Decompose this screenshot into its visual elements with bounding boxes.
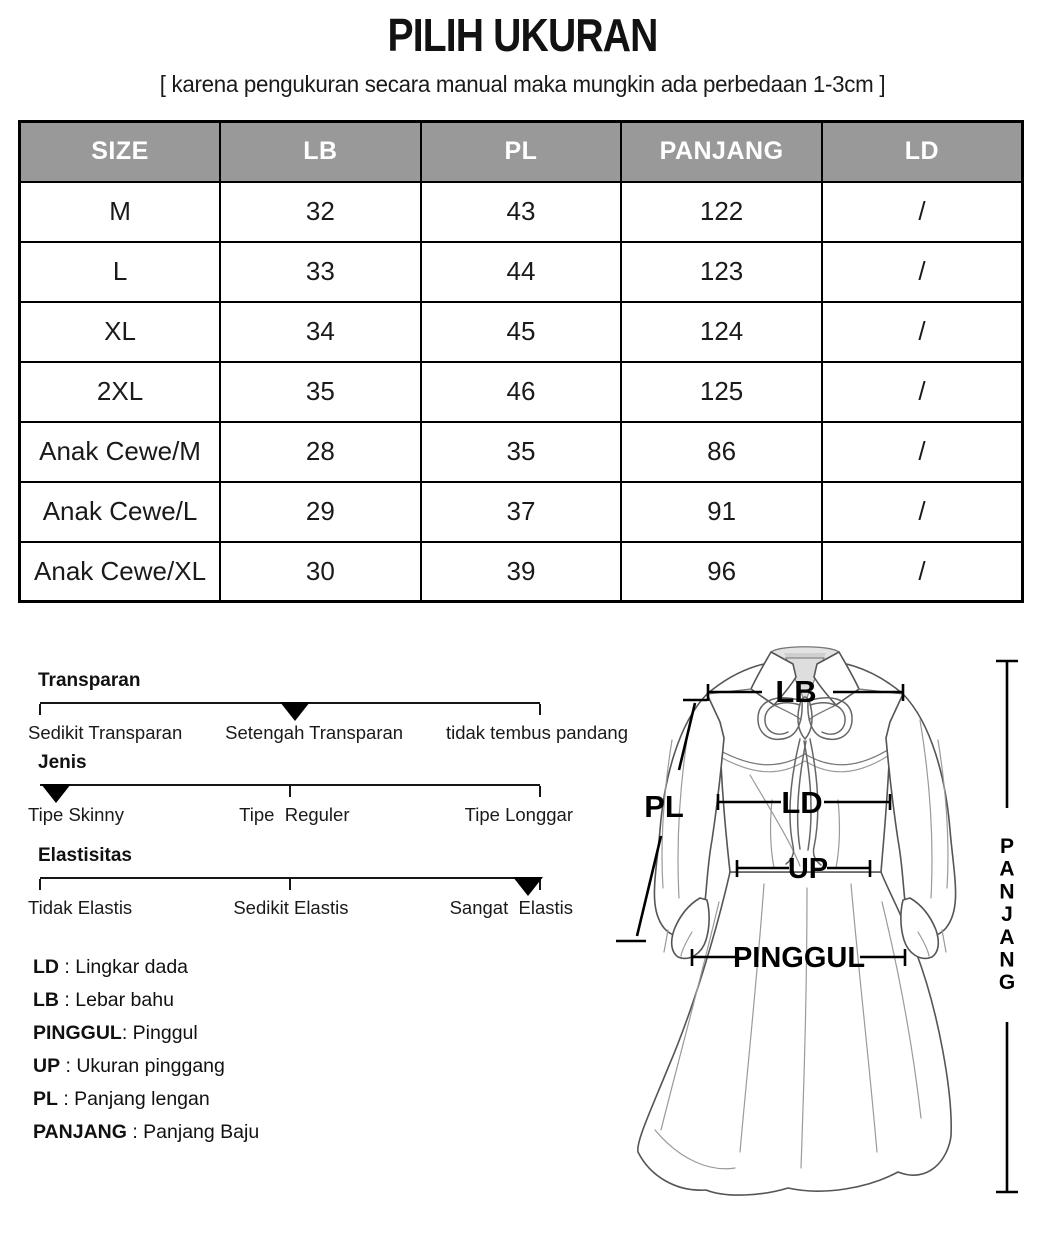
- pl-label: PL: [644, 789, 684, 824]
- column-header: SIZE: [20, 122, 221, 182]
- panjang-label: [999, 835, 1015, 994]
- value-cell: 34: [220, 302, 421, 362]
- up-label: UP: [787, 853, 829, 885]
- table-row: [20, 422, 1023, 482]
- value-cell: 125: [621, 362, 822, 422]
- slider-option-label: tidak tembus pandang: [445, 722, 628, 743]
- value-cell: /: [822, 422, 1023, 482]
- size-cell: XL: [20, 302, 221, 362]
- slider-elastisitas: [28, 845, 648, 925]
- legend-item: [33, 1117, 259, 1150]
- legend-abbr: PINGGUL: [33, 1022, 122, 1044]
- size-cell: Anak Cewe/M: [20, 422, 221, 482]
- panjang-letter: P: [999, 835, 1015, 858]
- slider-jenis: [28, 752, 648, 832]
- slider-title: Jenis: [38, 752, 87, 773]
- panjang-letter: N: [999, 948, 1015, 972]
- pinggul-label: PINGGUL: [732, 942, 866, 974]
- slider-option-label: Sangat Elastis: [449, 897, 573, 918]
- slider-option-label: Tipe Reguler: [239, 804, 350, 825]
- panjang-letter: A: [999, 925, 1015, 949]
- value-cell: /: [822, 362, 1023, 422]
- value-cell: 35: [220, 362, 421, 422]
- slider-option-label: Tipe Skinny: [28, 804, 124, 825]
- slider-track: [40, 877, 540, 879]
- slider-option-label: Setengah Transparan: [225, 722, 404, 743]
- slider-tick: [39, 879, 41, 890]
- size-cell: M: [20, 182, 221, 242]
- legend-item: [33, 1051, 259, 1084]
- value-cell: /: [822, 242, 1023, 302]
- lb-label: LB: [775, 674, 817, 709]
- value-cell: 29: [220, 482, 421, 542]
- value-cell: 33: [220, 242, 421, 302]
- value-cell: /: [822, 302, 1023, 362]
- slider-tick: [539, 704, 541, 715]
- legend-desc: : Lingkar dada: [59, 956, 189, 978]
- value-cell: 122: [621, 182, 822, 242]
- size-table: [18, 120, 1024, 603]
- value-cell: /: [822, 182, 1023, 242]
- panjang-letter: J: [1001, 903, 1013, 927]
- ld-label: LD: [781, 785, 823, 820]
- column-header: LD: [822, 122, 1023, 182]
- value-cell: /: [822, 482, 1023, 542]
- legend-abbr: PL: [33, 1088, 58, 1110]
- column-header: PANJANG: [621, 122, 822, 182]
- size-cell: Anak Cewe/L: [20, 482, 221, 542]
- legend-desc: : Panjang Baju: [126, 1121, 260, 1143]
- value-cell: /: [822, 542, 1023, 602]
- value-cell: 123: [621, 242, 822, 302]
- value-cell: 32: [220, 182, 421, 242]
- legend-abbr: LB: [33, 989, 59, 1011]
- size-table-body: [20, 182, 1023, 602]
- table-row: [20, 182, 1023, 242]
- legend-abbr: PANJANG: [33, 1121, 127, 1143]
- slider-option-label: Tipe Longgar: [464, 804, 573, 825]
- legend-desc: : Panjang lengan: [57, 1088, 210, 1110]
- value-cell: 37: [421, 482, 622, 542]
- legend-abbr: LD: [33, 956, 59, 978]
- value-cell: 96: [621, 542, 822, 602]
- value-cell: 45: [421, 302, 622, 362]
- table-row: [20, 362, 1023, 422]
- legend-abbr: UP: [33, 1055, 61, 1077]
- table-row: [20, 302, 1023, 362]
- value-cell: 43: [421, 182, 622, 242]
- legend-desc: : Lebar bahu: [59, 989, 174, 1011]
- value-cell: 124: [621, 302, 822, 362]
- size-cell: Anak Cewe/XL: [20, 542, 221, 602]
- slider-tick: [289, 879, 291, 890]
- value-cell: 28: [220, 422, 421, 482]
- slider-options: [28, 722, 628, 744]
- legend-item: [33, 1084, 259, 1117]
- legend-item: [33, 952, 259, 985]
- slider-options: [28, 804, 573, 826]
- legend-desc: : Pinggul: [121, 1022, 198, 1044]
- value-cell: 35: [421, 422, 622, 482]
- slider-track: [40, 702, 540, 704]
- value-cell: 44: [421, 242, 622, 302]
- slider-tick: [539, 786, 541, 797]
- slider-option-label: Sedikit Transparan: [28, 722, 183, 743]
- column-header: PL: [421, 122, 622, 182]
- panjang-letter: A: [999, 857, 1015, 881]
- slider-tick: [39, 704, 41, 715]
- page-title: PILIH UKURAN: [387, 9, 658, 61]
- slider-marker-icon: [280, 702, 310, 721]
- slider-option-label: Sedikit Elastis: [233, 897, 349, 918]
- slider-title: Transparan: [38, 670, 141, 691]
- value-cell: 86: [621, 422, 822, 482]
- value-cell: 39: [421, 542, 622, 602]
- slider-title: Elastisitas: [38, 845, 132, 866]
- slider-marker-icon: [41, 784, 71, 803]
- measurement-legend: [33, 952, 259, 1150]
- size-cell: L: [20, 242, 221, 302]
- legend-desc: : Ukuran pinggang: [60, 1055, 225, 1077]
- slider-transparan: [28, 670, 648, 750]
- value-cell: 46: [421, 362, 622, 422]
- table-row: [20, 242, 1023, 302]
- slider-marker-icon: [513, 877, 543, 896]
- slider-options: [28, 897, 573, 919]
- size-table-head: [20, 122, 1023, 182]
- slider-track: [40, 784, 540, 786]
- value-cell: 30: [220, 542, 421, 602]
- panjang-letter: N: [999, 880, 1015, 904]
- size-cell: 2XL: [20, 362, 221, 422]
- dress-diagram: [600, 620, 1045, 1220]
- legend-item: [33, 985, 259, 1018]
- panjang-letter: G: [998, 971, 1016, 995]
- value-cell: 91: [621, 482, 822, 542]
- table-row: [20, 542, 1023, 602]
- slider-tick: [289, 786, 291, 797]
- table-row: [20, 482, 1023, 542]
- column-header: LB: [220, 122, 421, 182]
- subtitle-note: [ karena pengukuran secara manual maka mungkin ada perbedaan 1-3cm ]: [159, 71, 886, 97]
- legend-item: [33, 1018, 259, 1051]
- slider-option-label: Tidak Elastis: [28, 897, 133, 918]
- size-table-header-row: [20, 122, 1023, 182]
